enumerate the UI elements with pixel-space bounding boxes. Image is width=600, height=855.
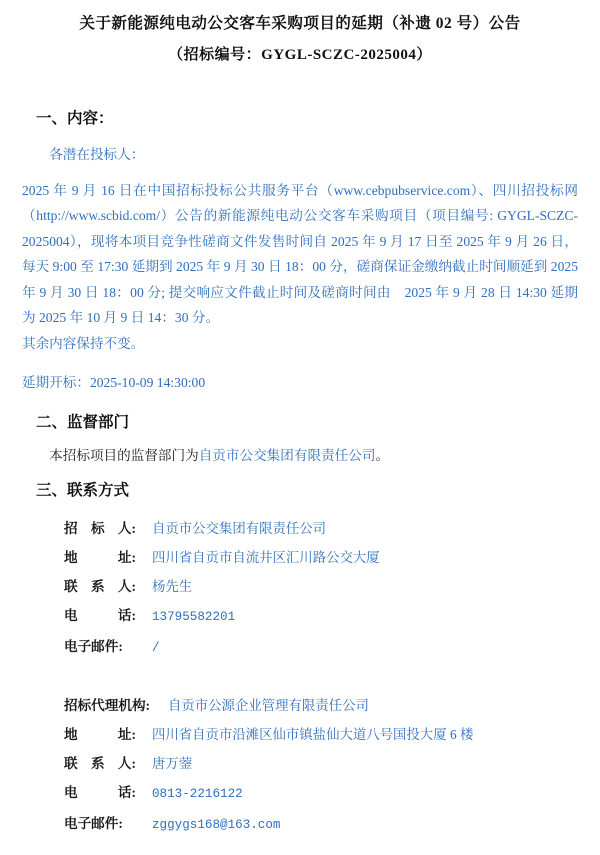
contact-label: 电子邮件: <box>64 638 123 654</box>
tenderer-contact-table <box>22 514 578 663</box>
contact-value-email: / <box>152 640 160 655</box>
contact-label: 电 话: <box>64 607 136 623</box>
contact-row <box>64 632 578 663</box>
contact-value-person: 杨先生 <box>152 578 193 594</box>
contact-value-phone: 13795582201 <box>152 609 236 624</box>
contact-label: 地 址: <box>64 726 136 742</box>
contact-row <box>64 543 578 572</box>
contact-value-phone: 0813-2216122 <box>152 786 243 801</box>
contact-row <box>64 809 578 840</box>
supervise-text-prefix: 本招标项目的监督部门为 <box>49 447 199 463</box>
agency-contact-table <box>22 691 578 840</box>
salutation: 各潜在投标人： <box>49 147 145 162</box>
contact-value-address: 四川省自贡市自流井区汇川路公交大厦 <box>152 549 380 565</box>
supervise-text <box>22 444 578 468</box>
contact-row <box>64 572 578 601</box>
contact-row <box>64 514 578 543</box>
contact-row <box>64 749 578 778</box>
supervise-text-suffix: 。 <box>375 447 390 463</box>
page-title: 关于新能源纯电动公交客车采购项目的延期（补遗 02 号）公告 <box>79 15 521 32</box>
content-paragraph: 2025 年 9 月 16 日在中国招标投标公共服务平台（www.cebpubservice.com）、四川招投标网（http://www.scbid.com/）公告的新能源纯电动公交客车采购项目（项目编号: GYGL-SCZC-2025004），现将本项目竞争性磋商文件发售时间自 2025 年 9 月 17 日至 2025 年 9 月 26 日，每天 9:00 至 17:30 延期到 2025 年 9 月 30 日 18：00 分，磋商保证金缴纳截止时间顺延到 2025 年 9 月 30 日 18：00 分; 提交响应文件截止时间及磋商时间由 2025 年 9 月 28 日 14:30 延期为 2025 年 10 月 9 日 14：30 分。 <box>22 182 578 325</box>
document-subtitle: （招标编号：GYGL-SCZC-2025004） <box>168 47 432 63</box>
contact-row <box>64 691 578 720</box>
contact-label: 招标代理机构: <box>64 697 151 713</box>
contact-row <box>64 601 578 632</box>
section-heading-content: 一、内容： <box>36 110 114 127</box>
contact-value-address: 四川省自贡市沿滩区仙市镇盐仙大道八号国投大厦 6 楼 <box>152 726 474 742</box>
contact-value-person: 唐万蓥 <box>152 755 193 771</box>
contact-label: 电子邮件: <box>64 815 123 831</box>
section-heading-contact: 三、联系方式 <box>36 481 130 499</box>
contact-label: 招 标 人: <box>64 520 136 536</box>
contact-row <box>64 778 578 809</box>
supervise-organization: 自贡市公交集团有限责任公司 <box>198 447 376 463</box>
contact-value-tenderer: 自贡市公交集团有限责任公司 <box>152 520 327 536</box>
contact-label: 电 话: <box>64 784 136 800</box>
contact-value-agency: 自贡市公源企业管理有限责任公司 <box>168 697 369 713</box>
contact-label: 地 址: <box>64 549 136 565</box>
content-paragraph-remainder: 其余内容保持不变。 <box>22 335 145 351</box>
contact-label: 联 系 人: <box>64 755 136 771</box>
section-heading-supervise: 二、监督部门 <box>36 413 130 431</box>
contact-row <box>64 720 578 749</box>
contact-label: 联 系 人: <box>64 578 136 594</box>
extend-open-time: 延期开标：2025-10-09 14:30:00 <box>22 375 206 390</box>
contact-value-email: zggygs168@163.com <box>152 817 281 832</box>
